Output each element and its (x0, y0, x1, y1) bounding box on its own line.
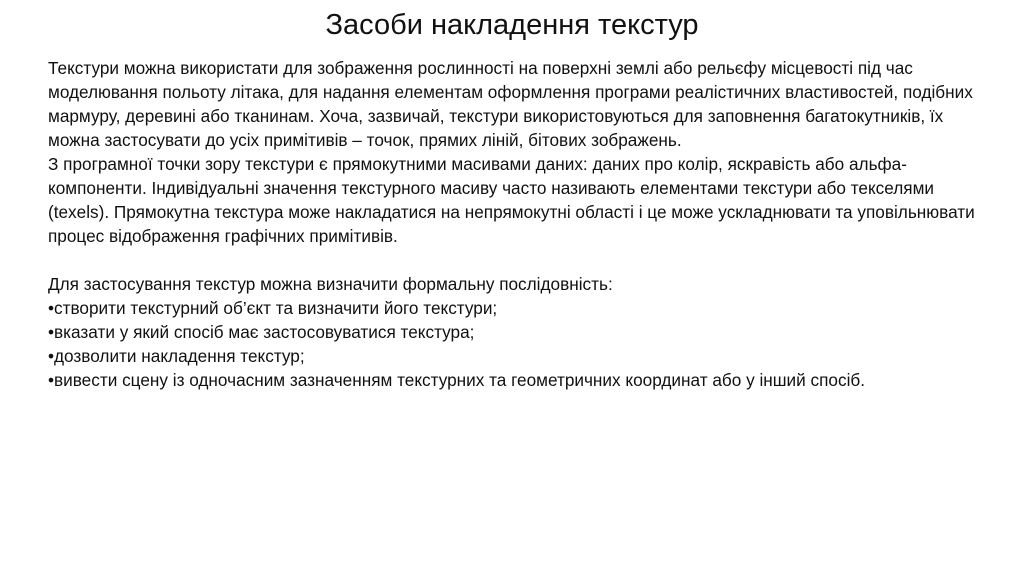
slide-title: Засоби накладення текстур (325, 9, 699, 41)
paragraph-texture-definition: З програмної точки зору текстури є прямокутними масивами даних: даних про колір, яскравість або альфа-компоненти. Індивідуальні значення текстурного масиву часто називають елементами текстури або текселями (texels). Прямокутна текстура може накладатися на непрямокутні області і це може ускладнювати та уповільнювати процес відображення графічних примітивів. (48, 154, 975, 246)
steps-list (48, 296, 988, 392)
list-item: •вказати у який спосіб має застосовуватися текстура; (48, 322, 475, 342)
list-item: •вивести сцену із одночасним зазначенням текстурних та геометричних координат або у інший спосіб. (48, 370, 866, 390)
list-item: •дозволити накладення текстур; (48, 346, 305, 366)
paragraph-texture-usage: Текстури можна використати для зображення рослинності на поверхні землі або рельєфу місцевості під час моделювання польоту літака, для надання елементам оформлення програми реалістичних властивостей, подібних мармуру, деревині або тканинам. Хоча, зазвичай, текстури використовуються для заповнення багатокутників, їх можна застосувати до усіх примітивів – точок, прямих ліній, бітових зображень. (48, 58, 973, 150)
list-item: •створити текстурний об’єкт та визначити його текстури; (48, 298, 498, 318)
paragraph-spacer (48, 248, 988, 272)
slide-body (48, 56, 988, 392)
paragraph-sequence-intro: Для застосування текстур можна визначити формальну послідовність: (48, 274, 613, 294)
